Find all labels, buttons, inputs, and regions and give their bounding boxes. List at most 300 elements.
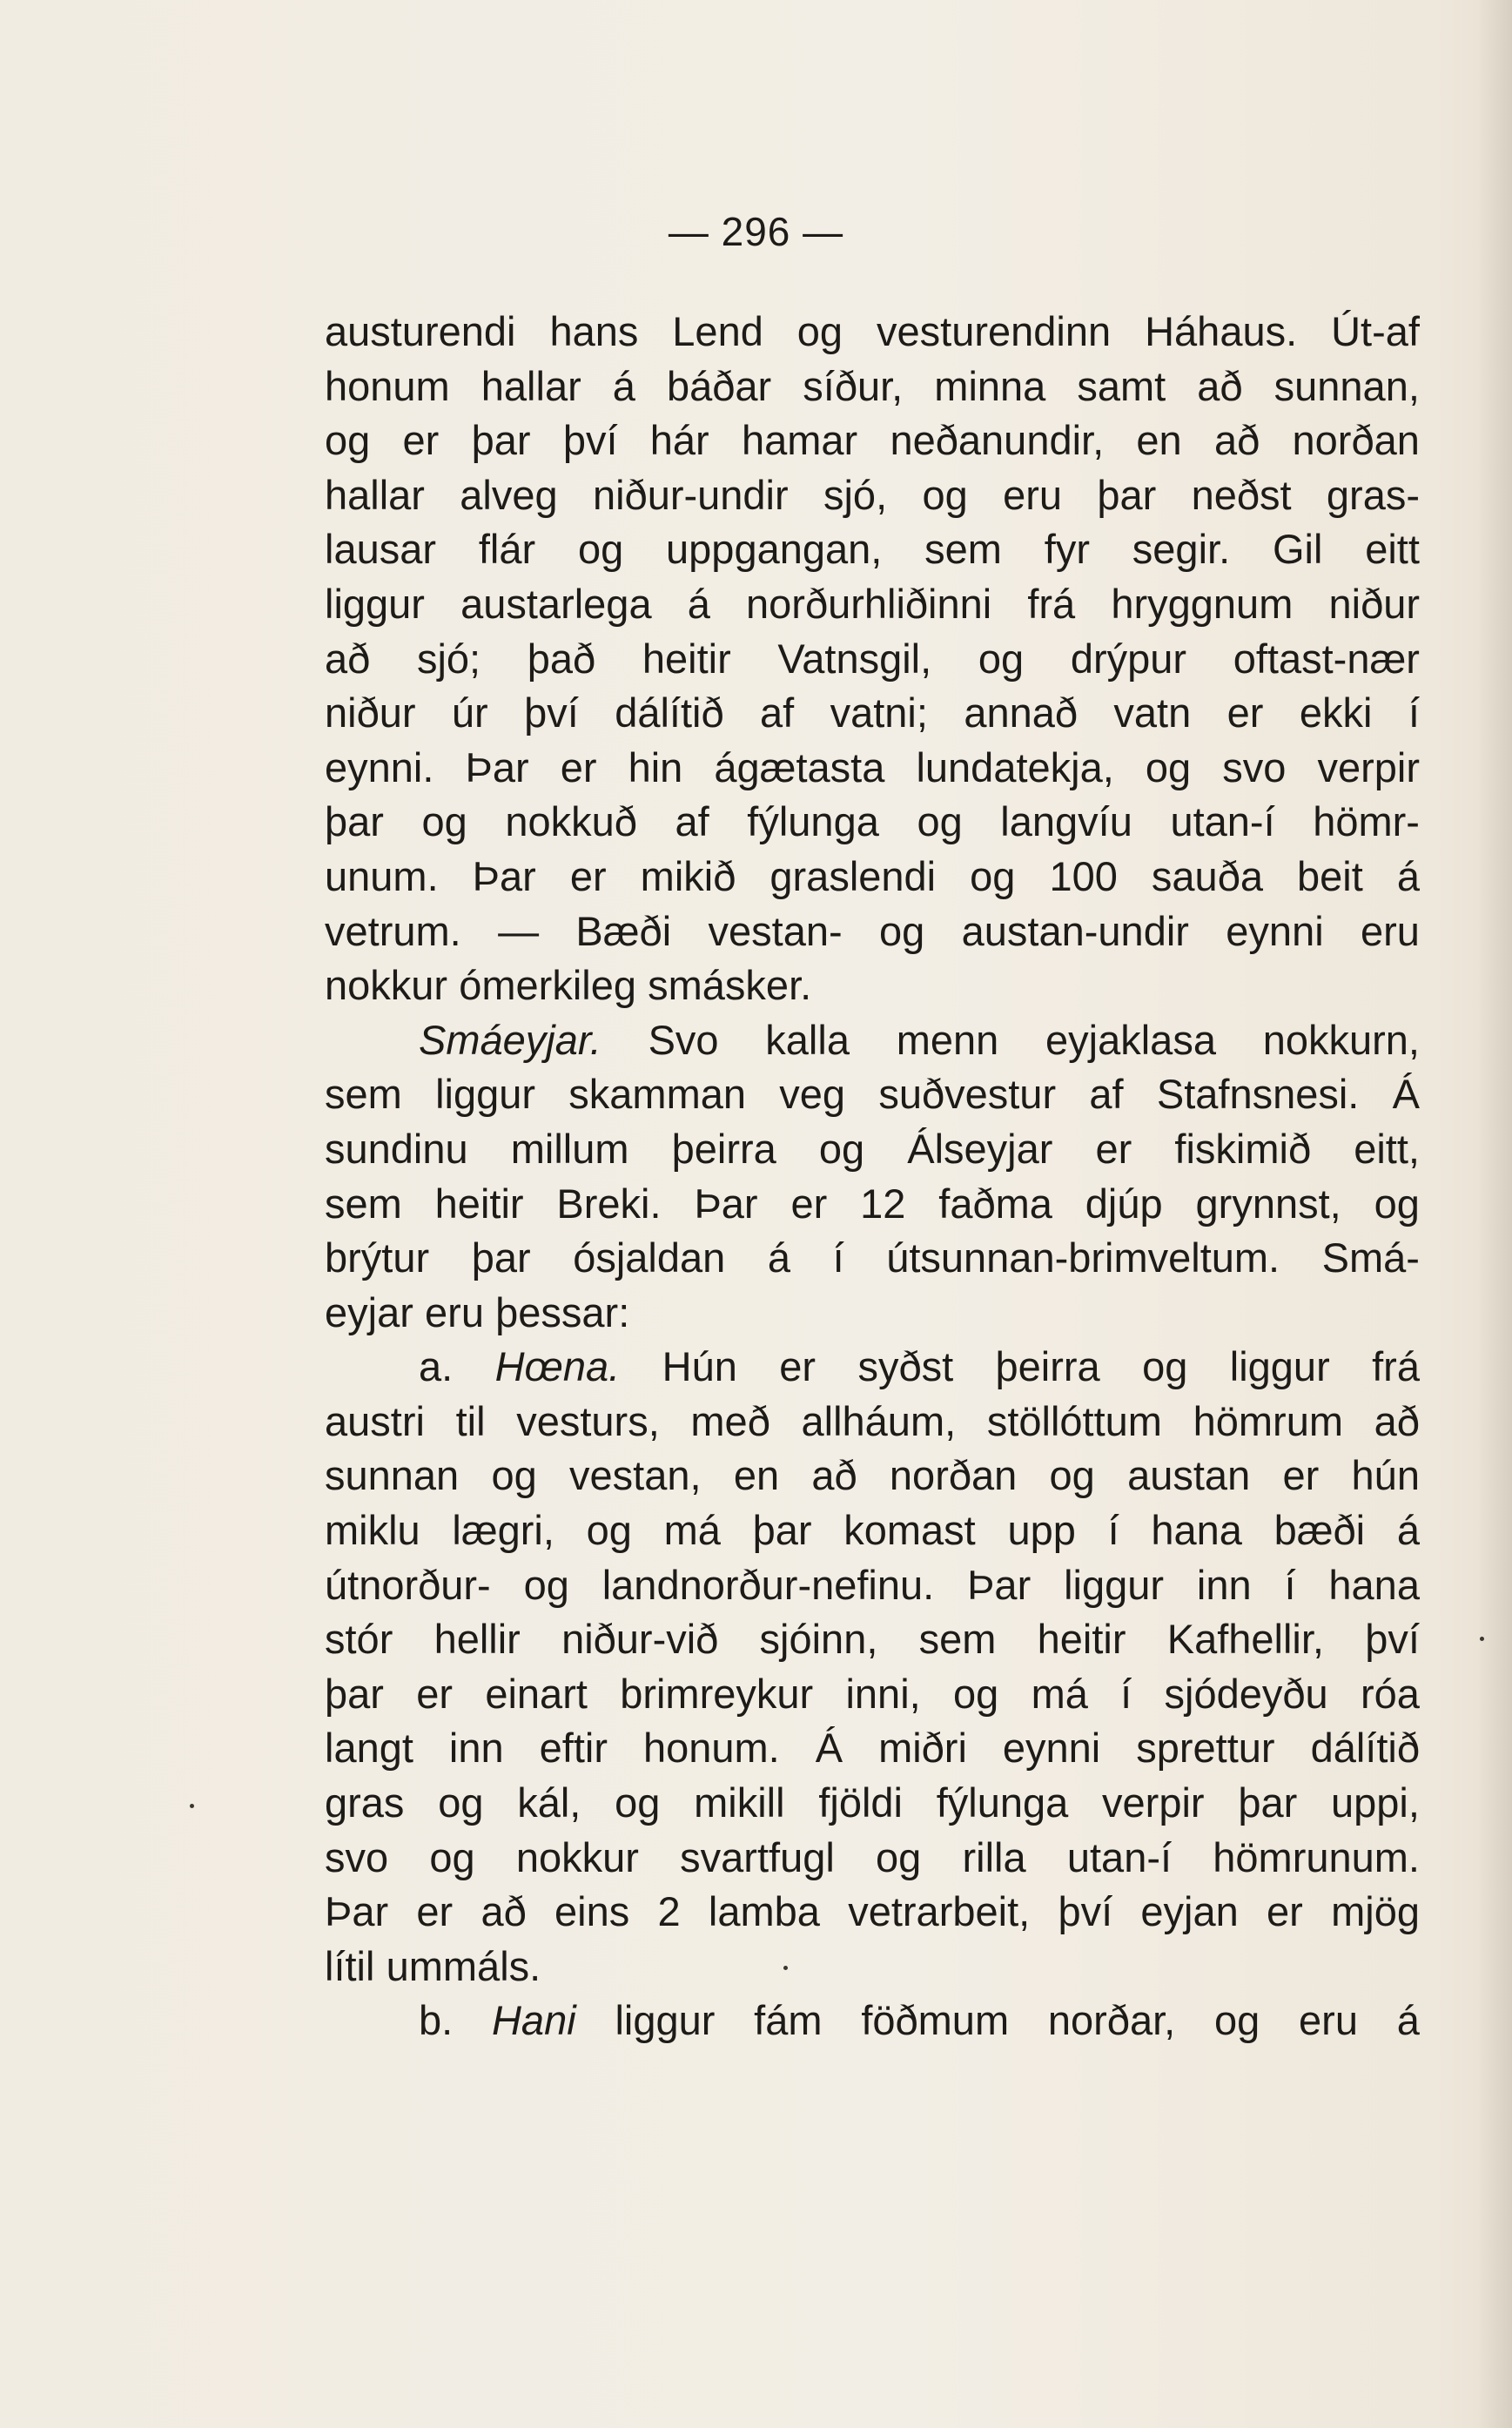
word: heitir [1037, 1616, 1126, 1663]
word: sjó; [416, 635, 481, 682]
word: sjódeyðu [1164, 1670, 1328, 1717]
word: og [1213, 1997, 1260, 2044]
word: vatn [1113, 689, 1192, 736]
word: niður [325, 689, 416, 736]
word: lamba [708, 1888, 820, 1935]
text-line [325, 1395, 1420, 1449]
word: vatni; [830, 689, 928, 736]
text-line [325, 414, 1420, 468]
word: svartfugl [680, 1833, 835, 1880]
word: útnorður- [325, 1561, 491, 1608]
text-line [325, 1340, 1420, 1395]
word: eitt [1365, 526, 1420, 573]
scan-speck [783, 1966, 788, 1970]
page-number: — 296 — [668, 209, 844, 254]
word: það [527, 635, 596, 682]
word: liggur [1229, 1343, 1330, 1390]
word: en [733, 1452, 780, 1499]
word: Lend [672, 308, 763, 354]
word: stór [325, 1616, 393, 1663]
word: nokkuð [505, 798, 637, 845]
word: sem [918, 1616, 997, 1663]
word: sauða [1151, 852, 1263, 899]
text-line [325, 522, 1420, 577]
text-line [325, 1831, 1420, 1886]
word: a. [419, 1343, 454, 1390]
word: og [879, 907, 925, 954]
word: er [569, 852, 607, 899]
word: eynni [1002, 1725, 1101, 1772]
text-line [325, 958, 1420, 1013]
word: svo [1222, 743, 1287, 790]
word: Hún [662, 1343, 737, 1390]
word: austan-undir [961, 907, 1189, 954]
word: fýlunga [747, 798, 879, 845]
word: á [1396, 852, 1420, 899]
word: uppi, [1331, 1779, 1420, 1826]
scan-speck [190, 1804, 194, 1808]
text-line [325, 1503, 1420, 1558]
text-line [325, 1067, 1420, 1122]
word: djúp [1085, 1180, 1163, 1227]
text-line [325, 1721, 1420, 1776]
word: dálítið [1310, 1725, 1420, 1772]
word: og [523, 1561, 569, 1608]
word: stöllóttum [986, 1397, 1162, 1444]
word: Vatnsgil, [777, 635, 932, 682]
word: í [1284, 1561, 1296, 1608]
italic-word: Hœna. [494, 1343, 621, 1390]
word: ummáls. [386, 1942, 541, 1989]
text-line [325, 1776, 1420, 1831]
word: og [429, 1833, 475, 1880]
word: vesturs, [516, 1397, 660, 1444]
word: sjóinn, [759, 1616, 878, 1663]
word: mikill [694, 1779, 785, 1826]
word: liggur [615, 1997, 716, 2044]
word: hamar [741, 417, 858, 464]
word: af [675, 798, 709, 845]
word: sem [325, 1180, 402, 1227]
word: Svo [648, 1016, 719, 1063]
text-line [325, 1667, 1420, 1722]
word: sem [924, 526, 1002, 573]
word: gras [325, 1779, 405, 1826]
word: er [416, 1888, 454, 1935]
word: og [796, 308, 843, 354]
word: fýlunga [936, 1779, 1069, 1826]
word: brýtur [325, 1234, 430, 1281]
word: að [1213, 417, 1260, 464]
word: beit [1297, 852, 1363, 899]
word: verpir [1102, 1779, 1205, 1826]
text-line [325, 360, 1420, 414]
word: bæði [1273, 1507, 1366, 1554]
body-text [325, 305, 1420, 2048]
word: á [612, 362, 635, 409]
word: föðmum [861, 1997, 1010, 2044]
word: á [767, 1234, 790, 1281]
word: á [687, 580, 710, 627]
word: sem [325, 1071, 402, 1118]
word: því [562, 417, 618, 464]
word: Þar [472, 852, 536, 899]
word: eftir [539, 1725, 608, 1772]
word: nokkur [515, 1833, 639, 1880]
word: hans [549, 308, 639, 354]
text-line [325, 1558, 1420, 1613]
word: samt [1077, 362, 1166, 409]
word: menn [896, 1016, 999, 1063]
word: allháum, [801, 1397, 957, 1444]
word: og [421, 798, 467, 845]
word: þar [325, 1670, 384, 1717]
word: hryggnum [1111, 580, 1294, 627]
word: í [1120, 1670, 1132, 1717]
word: mikið [640, 852, 736, 899]
word: og [1049, 1452, 1095, 1499]
word: og [586, 1507, 632, 1554]
word: þar [325, 798, 384, 845]
word: og [615, 1779, 661, 1826]
word: og [953, 1670, 999, 1717]
word: eru [425, 1288, 484, 1335]
scan-speck [1480, 1637, 1484, 1641]
word: báðar [667, 362, 772, 409]
word: skamman [568, 1071, 747, 1118]
word: og [325, 417, 371, 464]
text-line [325, 577, 1420, 632]
text-line [325, 1940, 1420, 1994]
word: lægri, [452, 1507, 554, 1554]
word: þar [471, 417, 531, 464]
word: og [978, 635, 1025, 682]
word: er [416, 1670, 454, 1717]
word: utan-í [1066, 1833, 1173, 1880]
word: Háhaus. [1145, 308, 1298, 354]
word: syðst [857, 1343, 954, 1390]
word: hár [649, 417, 709, 464]
word: eyjar [325, 1288, 413, 1335]
text-line [325, 1286, 1420, 1341]
word: er [402, 417, 440, 464]
word: nokkurn, [1262, 1016, 1420, 1063]
word: er [1095, 1125, 1132, 1172]
word: eins [554, 1888, 630, 1935]
word: til [455, 1397, 486, 1444]
word: einart [485, 1670, 588, 1717]
word: langt [325, 1725, 413, 1772]
word: rilla [962, 1833, 1026, 1880]
word: unum. [325, 852, 439, 899]
word: að [325, 635, 371, 682]
word: grynnst, [1195, 1180, 1341, 1227]
word: fiskimið [1174, 1125, 1312, 1172]
word: hún [1351, 1452, 1420, 1499]
word: norðan [889, 1452, 1018, 1499]
word: utan-í [1170, 798, 1275, 845]
word: og [1374, 1180, 1420, 1227]
word: ekki [1299, 689, 1373, 736]
word: þeirra [671, 1125, 776, 1172]
text-line [325, 1885, 1420, 1940]
word: verpir [1317, 743, 1420, 790]
word: niður-undir [592, 471, 789, 518]
text-line [325, 686, 1420, 741]
word: Kafhellir, [1166, 1616, 1324, 1663]
word: þessar: [495, 1288, 630, 1335]
word: er [1267, 1888, 1303, 1935]
word: en [1136, 417, 1182, 464]
word: b. [419, 1997, 454, 2044]
word: þar [471, 1234, 531, 1281]
word: og [876, 1833, 922, 1880]
word: norðan [1292, 417, 1420, 464]
word: hömrunum. [1213, 1833, 1420, 1880]
word: útsunnan-brimveltum. [886, 1234, 1280, 1281]
text-line [325, 905, 1420, 959]
word: komast [843, 1507, 976, 1554]
italic-word: Smáeyjar. [419, 1016, 601, 1063]
word: liggur [1064, 1561, 1165, 1608]
word: lundatekja, [916, 743, 1114, 790]
word: að [811, 1452, 857, 1499]
word: heitir [642, 635, 731, 682]
word: af [760, 689, 795, 736]
word: brimreykur [620, 1670, 814, 1717]
word: eyjaklasa [1045, 1016, 1216, 1063]
word: hömr- [1313, 798, 1420, 845]
text-line [325, 1122, 1420, 1177]
word: vesturendinn [877, 308, 1112, 354]
word: og [438, 1779, 484, 1826]
word: norðurhliðinni [746, 580, 992, 627]
word: kalla [765, 1016, 850, 1063]
word: Þar [967, 1561, 1032, 1608]
word: ágætasta [714, 743, 885, 790]
word: frá [1372, 1343, 1420, 1390]
word: er [779, 1343, 816, 1390]
word: millum [510, 1125, 629, 1172]
text-line [325, 1449, 1420, 1503]
word: inn [448, 1725, 504, 1772]
word: og [917, 798, 963, 845]
word: sjó, [823, 471, 888, 518]
word: og [491, 1452, 537, 1499]
word: Breki. [556, 1180, 662, 1227]
word: eru [1361, 907, 1420, 954]
word: þar [1238, 1779, 1298, 1826]
word: 2 [657, 1888, 681, 1935]
word: flár [478, 526, 536, 573]
word: lítil [325, 1942, 375, 1989]
word: má [663, 1507, 721, 1554]
word: sunnan, [1273, 362, 1420, 409]
word: er [790, 1180, 828, 1227]
word: liggur [435, 1071, 536, 1118]
text-line [325, 1612, 1420, 1667]
word: oftast-nær [1233, 635, 1420, 682]
italic-word: Hani [491, 1997, 576, 2044]
word: 12 [860, 1180, 906, 1227]
word: ósjaldan [573, 1234, 726, 1281]
word: graslendi [769, 852, 937, 899]
word: norðar, [1047, 1997, 1176, 2044]
word: og [577, 526, 624, 573]
word: því [1365, 1616, 1420, 1663]
word: þar [1097, 471, 1157, 518]
word: vetrarbeit, [848, 1888, 1031, 1935]
word: Stafnsnesi. [1156, 1071, 1360, 1118]
word: heitir [434, 1180, 524, 1227]
word: í [1408, 689, 1420, 736]
word: neðanundir, [890, 417, 1105, 464]
text-line [325, 632, 1420, 687]
word: í [1107, 1507, 1119, 1554]
text-line [325, 850, 1420, 905]
word: Smá- [1321, 1234, 1420, 1281]
word: kál, [517, 1779, 581, 1826]
word: hin [628, 743, 683, 790]
word: eynni [1226, 907, 1324, 954]
word: er [1282, 1452, 1320, 1499]
word: annað [964, 689, 1079, 736]
word: því [524, 689, 579, 736]
word: austurendi [325, 308, 516, 354]
word: landnorður-nefinu. [601, 1561, 935, 1608]
word: honum. [642, 1725, 780, 1772]
word: að [1197, 362, 1243, 409]
word: að [480, 1888, 527, 1935]
word: uppgangan, [666, 526, 883, 573]
word: Út-af [1331, 308, 1420, 354]
word: í [832, 1234, 844, 1281]
word: neðst [1191, 471, 1292, 518]
word: Álseyjar [907, 1125, 1053, 1172]
word: Þar [325, 1888, 389, 1935]
text-line [325, 1994, 1420, 2048]
text-line [325, 741, 1420, 796]
word: þar [752, 1507, 812, 1554]
word: honum [325, 362, 450, 409]
word: Gil [1272, 526, 1323, 573]
word: hallar [325, 471, 425, 518]
word: eitt, [1354, 1125, 1420, 1172]
word: er [560, 743, 597, 790]
text-line [325, 1013, 1420, 1068]
word: Bæði [575, 907, 672, 954]
word: inni, [845, 1670, 921, 1717]
word: sprettur [1136, 1725, 1275, 1772]
word: vestan, [569, 1452, 702, 1499]
word: miðri [878, 1725, 967, 1772]
word: veg [779, 1071, 846, 1118]
word: smásker. [648, 962, 812, 1009]
word: gras- [1326, 471, 1420, 518]
text-line [325, 468, 1420, 523]
word: því [1058, 1888, 1113, 1935]
word: hallar [480, 362, 581, 409]
word: hana [1151, 1507, 1242, 1554]
word: hömrum [1193, 1397, 1343, 1444]
word: fjöldi [818, 1779, 903, 1826]
word: lausar [325, 526, 437, 573]
page-edge-shadow [1477, 0, 1512, 2428]
word: sunnan [325, 1452, 460, 1499]
word: — [498, 907, 540, 954]
word: inn [1196, 1561, 1252, 1608]
word: alveg [460, 471, 558, 518]
word: minna [934, 362, 1046, 409]
word: ómerkileg [459, 962, 636, 1009]
word: drýpur [1070, 635, 1187, 682]
word: og [970, 852, 1016, 899]
word: vetrum. [325, 907, 461, 954]
word: á [1396, 1507, 1420, 1554]
word: eru [1003, 471, 1062, 518]
word: upp [1007, 1507, 1076, 1554]
word: fyr [1044, 526, 1090, 573]
word: suðvestur [878, 1071, 1057, 1118]
word: má [1031, 1670, 1088, 1717]
word: eynni. [325, 743, 434, 790]
word: austarlega [460, 580, 652, 627]
word: síður, [803, 362, 904, 409]
word: miklu [325, 1507, 420, 1554]
word: austri [325, 1397, 425, 1444]
word: 100 [1049, 852, 1118, 899]
word: er [1226, 689, 1264, 736]
text-line [325, 1231, 1420, 1286]
word: niður-við [561, 1616, 719, 1663]
word: róa [1360, 1670, 1420, 1717]
word: mjög [1331, 1888, 1420, 1935]
word: nokkur [325, 962, 448, 1009]
word: fám [754, 1997, 823, 2044]
word: með [690, 1397, 770, 1444]
word: langvíu [1000, 798, 1132, 845]
word: af [1089, 1071, 1124, 1118]
word: úr [451, 689, 488, 736]
word: að [1374, 1397, 1420, 1444]
word: eyjan [1140, 1888, 1239, 1935]
word: og [1142, 1343, 1188, 1390]
word: Á [815, 1725, 843, 1772]
word: Þar [694, 1180, 758, 1227]
word: segir. [1132, 526, 1231, 573]
word: sundinu [325, 1125, 468, 1172]
word: dálítið [615, 689, 724, 736]
word: hana [1328, 1561, 1420, 1608]
word: frá [1027, 580, 1076, 627]
word: hellir [433, 1616, 521, 1663]
text-line [325, 305, 1420, 360]
word: austan [1127, 1452, 1251, 1499]
word: Á [1392, 1071, 1420, 1118]
word: þeirra [995, 1343, 1100, 1390]
text-line [325, 795, 1420, 850]
word: eru [1299, 1997, 1358, 2044]
word: Þar [465, 743, 529, 790]
word: og [922, 471, 968, 518]
word: svo [325, 1833, 389, 1880]
text-line [325, 1177, 1420, 1232]
word: og [1145, 743, 1192, 790]
word: vestan- [708, 907, 843, 954]
word: niður [1328, 580, 1420, 627]
word: á [1396, 1997, 1420, 2044]
word: faðma [938, 1180, 1052, 1227]
